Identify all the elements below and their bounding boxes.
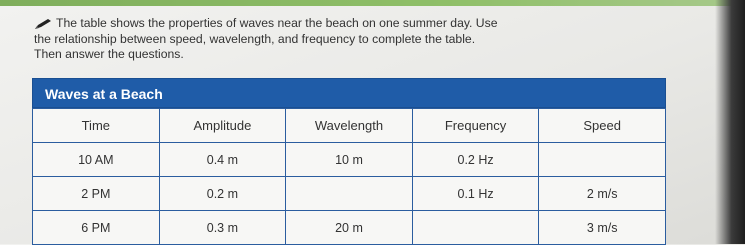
cell-time: 6 PM: [33, 211, 160, 245]
cell-wavelength: 20 m: [286, 211, 413, 245]
cell-frequency: 0.1 Hz: [412, 177, 539, 211]
cell-wavelength: 10 m: [286, 143, 413, 177]
cell-amplitude: 0.3 m: [159, 211, 286, 245]
column-header-frequency: Frequency: [412, 109, 539, 143]
table-row: [33, 211, 666, 245]
table-title: Waves at a Beach: [32, 78, 666, 108]
cell-amplitude: 0.2 m: [159, 177, 286, 211]
waves-table: [32, 78, 666, 244]
header-row: [33, 109, 666, 143]
cell-wavelength-blank[interactable]: [286, 177, 413, 211]
table-row: [33, 143, 666, 177]
cell-time: 10 AM: [33, 143, 160, 177]
column-header-time: Time: [33, 109, 160, 143]
page-edge-shadow: [715, 0, 745, 244]
cell-amplitude: 0.4 m: [159, 143, 286, 177]
column-header-amplitude: Amplitude: [159, 109, 286, 143]
cell-time: 2 PM: [33, 177, 160, 211]
cell-speed: 2 m/s: [539, 177, 666, 211]
table-row: [33, 177, 666, 211]
column-header-wavelength: Wavelength: [286, 109, 413, 143]
top-color-strip: [0, 0, 745, 6]
cell-frequency: 0.2 Hz: [412, 143, 539, 177]
instructions-text: The table shows the properties of waves near the beach on one summer day. Use the relationship between speed, wavelength, and frequency to complete the table. Then answer the questions.: [34, 16, 498, 61]
cell-frequency-blank[interactable]: [412, 211, 539, 245]
column-header-speed: Speed: [539, 109, 666, 143]
cell-speed: 3 m/s: [539, 211, 666, 245]
data-table: [32, 108, 666, 245]
cell-speed-blank[interactable]: [539, 143, 666, 177]
